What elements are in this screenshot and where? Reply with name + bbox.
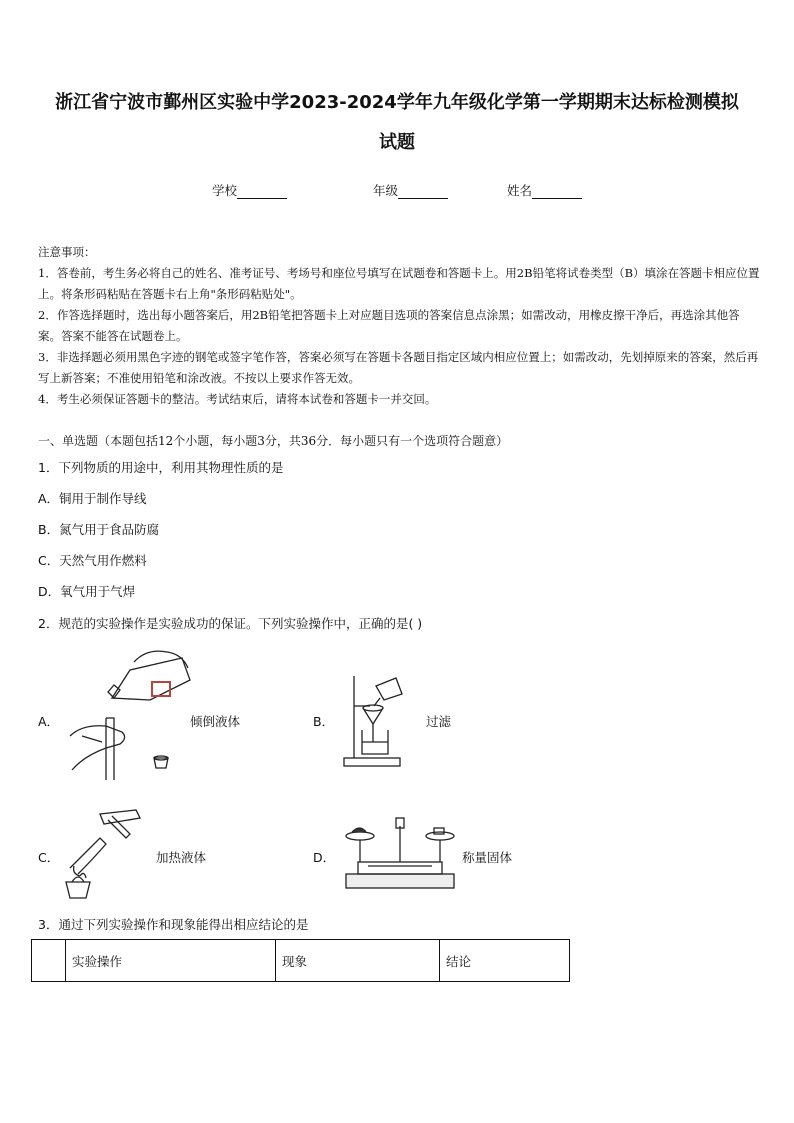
grade-label: 年级: [373, 183, 399, 198]
q3-stem: 3．通过下列实验操作和现象能得出相应结论的是: [38, 917, 309, 932]
q1-option-c: C．天然气用作燃料: [38, 553, 147, 568]
table-header-cell: 实验操作: [66, 940, 276, 982]
note-item: 1．答卷前，考生务必将自己的姓名、准考证号、考场号和座位号填写在试题卷和答题卡上。用2B铅笔将试卷类型（B）填涂在答题卡相应位置上。将条形码粘贴在答题卡右上角"条形码粘贴处"。: [38, 266, 760, 301]
exam-title-line1: 浙江省宁波市鄞州区实验中学2023-2024学年九年级化学第一学期期末达标检测模拟: [55, 92, 739, 113]
q2-option-b-letter: B．: [313, 714, 335, 729]
grade-blank: [398, 186, 448, 199]
q2-stem: 2．规范的实验操作是实验成功的保证。下列实验操作中，正确的是( ): [38, 616, 423, 631]
q2-option-a-caption: 倾倒液体: [190, 714, 241, 729]
note-item: 4．考生必须保证答题卡的整洁。考试结束后，请将本试卷和答题卡一并交回。: [38, 392, 437, 406]
grade-field: [373, 181, 448, 199]
balance-illustration: [342, 812, 460, 892]
table-row: [32, 940, 570, 982]
q3-table: [31, 939, 570, 982]
q2-option-c-caption: 加热液体: [156, 850, 207, 865]
school-blank: [237, 186, 287, 199]
filtration-illustration: [340, 672, 410, 770]
name-label: 姓名: [507, 183, 533, 198]
q1-option-b: B．氮气用于食品防腐: [38, 522, 160, 537]
note-item: 2．作答选择题时，选出每小题答案后，用2B铅笔把答题卡上对应题目选项的答案信息点涂黑；如需改动，用橡皮擦干净后，再选涂其他答案。答案不能答在试题卷上。: [38, 308, 740, 343]
exam-title-line2: 试题: [379, 132, 415, 153]
q2-option-d-letter: D．: [313, 850, 336, 865]
q2-option-c-letter: C．: [38, 850, 60, 865]
pour-liquid-illustration: [62, 640, 192, 780]
table-header-cell: 现象: [276, 940, 440, 982]
table-header-cell: [32, 940, 66, 982]
school-field: [212, 181, 287, 199]
q1-option-a: A．铜用于制作导线: [38, 491, 147, 506]
q2-option-b-caption: 过滤: [426, 714, 452, 729]
school-label: 学校: [212, 183, 238, 198]
q2-option-a-letter: A．: [38, 714, 60, 729]
section1-heading: 一、单选题（本题包括12个小题，每小题3分，共36分．每小题只有一个选项符合题意）: [38, 434, 509, 448]
name-blank: [532, 186, 582, 199]
name-field: [507, 181, 582, 199]
note-item: 3．非选择题必须用黑色字迹的钢笔或签字笔作答，答案必须写在答题卡各题目指定区域内相应位置上；如需改动，先划掉原来的答案，然后再写上新答案；不准使用铅笔和涂改液。不按以上要求作答无效。: [38, 350, 759, 385]
q2-option-d-caption: 称量固体: [462, 850, 513, 865]
q1-stem: 1．下列物质的用途中，利用其物理性质的是: [38, 460, 284, 475]
notes-heading: 注意事项：: [38, 245, 96, 259]
q1-option-d: D．氧气用于气焊: [38, 584, 136, 599]
table-header-cell: 结论: [440, 940, 570, 982]
notes-section: [38, 242, 760, 410]
heat-liquid-illustration: [60, 808, 154, 900]
